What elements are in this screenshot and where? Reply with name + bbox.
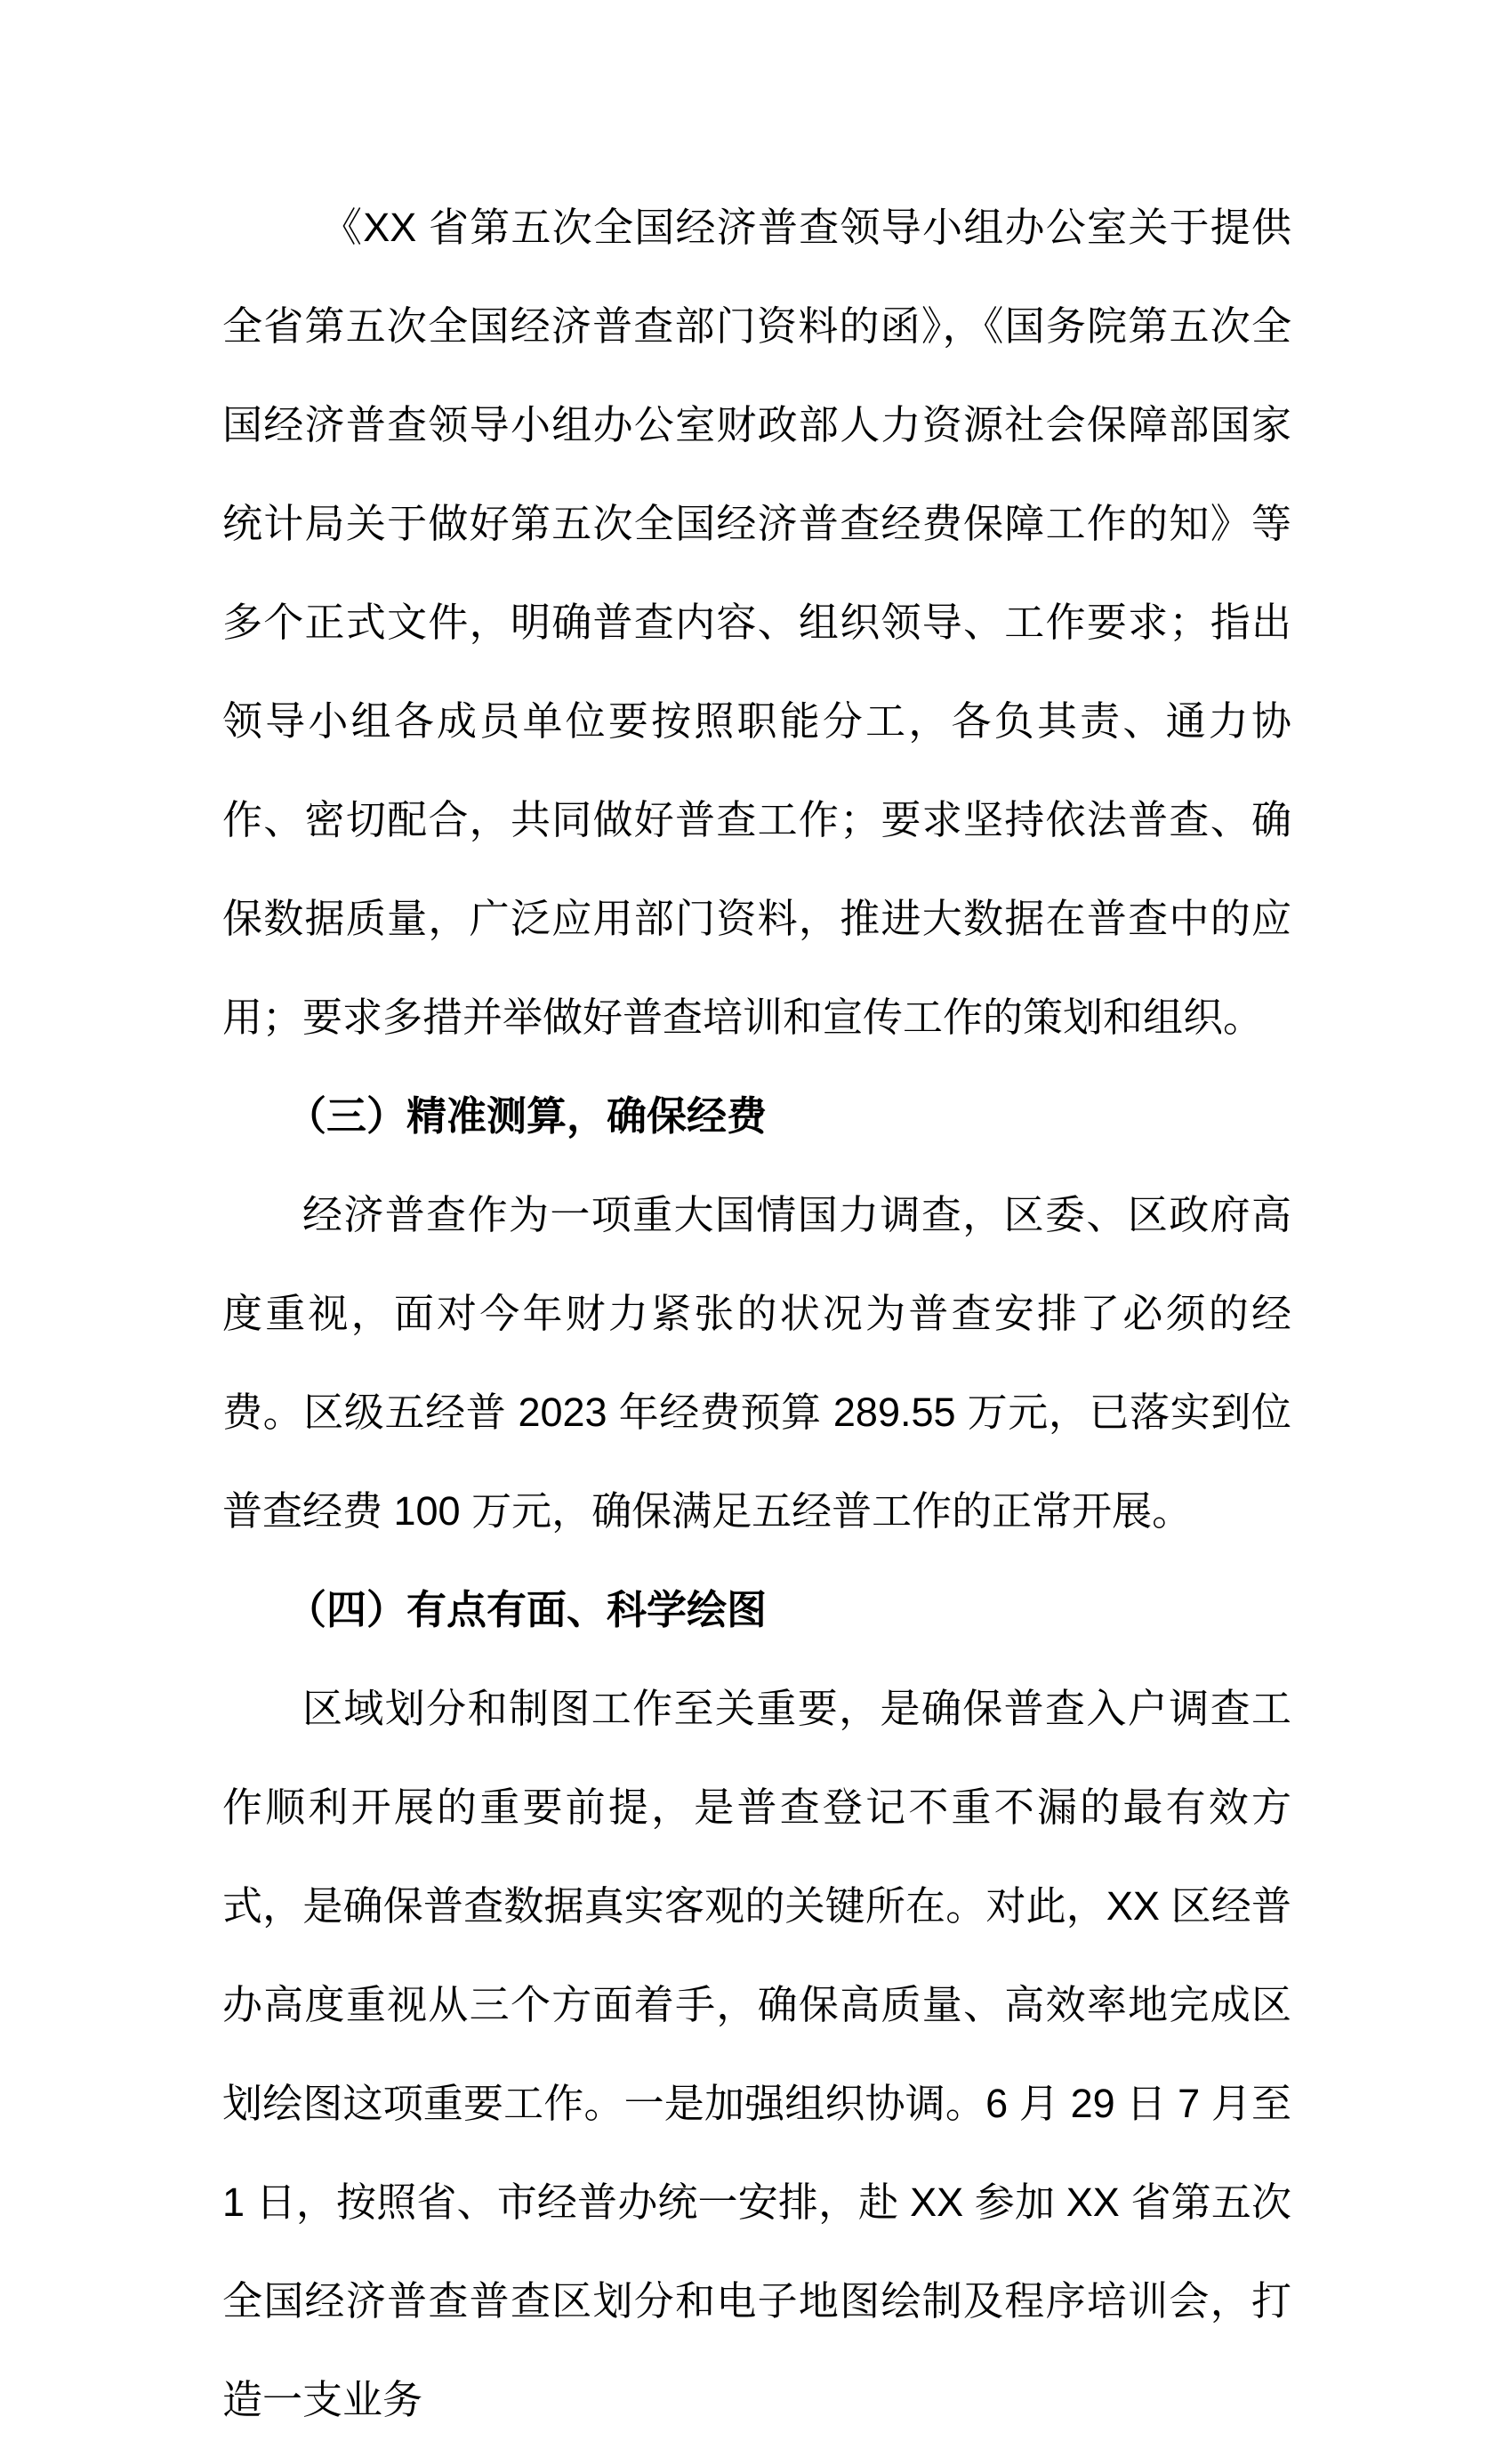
paragraph-official-documents: 《XX 省第五次全国经济普查领导小组办公室关于提供全省第五次全国经济普查部门资料的函》，《国务院第五次全国经济普查领导小组办公室财政部人力资源社会保障部国家统计局关于做好第五次全国经济普查经费保障工作的知》等多个正式文件，明确普查内容、组织领导、工作要求；指出领导小组各成员单位要按照职能分工，各负其责、通力协作、密切配合，共同做好普查工作；要求坚持依法普查、确保数据质量，广泛应用部门资料，推进大数据在普查中的应用；要求多措并举做好普查培训和宣传工作的策划和组织。 (222, 205, 1291, 1040)
document-body (222, 178, 1291, 2449)
paragraph-mapping: 区域划分和制图工作至关重要，是确保普查入户调查工作顺利开展的重要前提，是普查登记不重不漏的最有效方式，是确保普查数据真实客观的关键所在。对此，XX 区经普办高度重视从三个方面着手，确保高质量、高效率地完成区划绘图这项重要工作。一是加强组织协调。6 月 29 日 7 月至 1 日，按照省、市经普办统一安排，赴 XX 参加 XX 省第五次全国经济普查普查区划分和电子地图绘制及程序培训会，打造一支业务 (222, 1686, 1291, 2422)
heading-section-four: （四）有点有面、科学绘图 (286, 1587, 768, 1632)
heading-section-three: （三）精准测算，确保经费 (286, 1093, 768, 1139)
paragraph-budget: 经济普查作为一项重大国情国力调查，区委、区政府高度重视，面对今年财力紧张的状况为普查安排了必须的经费。区级五经普 2023 年经费预算 289.55 万元，已落实到位普查经费 100 万元，确保满足五经普工作的正常开展。 (222, 1192, 1291, 1534)
